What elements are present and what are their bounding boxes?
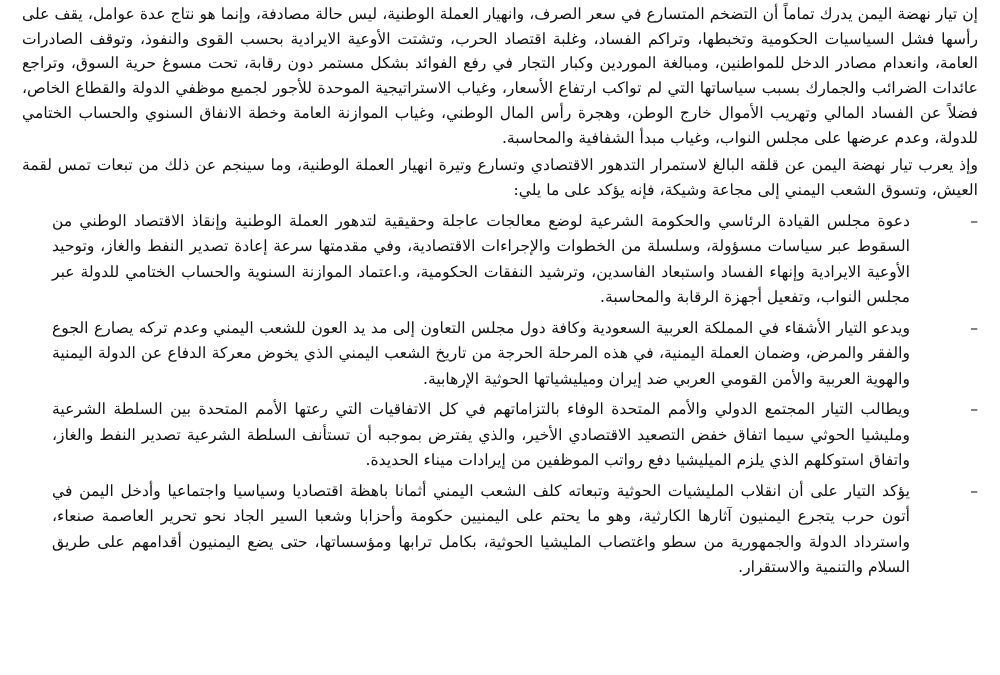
concern-paragraph: وإذ يعرب تيار نهضة اليمن عن قلقه البالغ لاستمرار التدهور الاقتصادي وتسارع وتيرة انهيار العملة الوطنية، وما سينجم عن ذلك من تبعات تمس لقمة العيش، وتسوق الشعب اليمني إلى مجاعة وشيكة، فإنه يؤكد على ما يلي: (22, 156, 978, 199)
list-item-text: ويطالب التيار المجتمع الدولي والأمم المتحدة الوفاء بالتزاماتهم في كل الاتفاقيات التي رعتها الأمم المتحدة بين السلطة الشرعية ومليشيا الحوثي سيما اتفاق خفض التصعيد الاقتصادي الأخير، والذي يفترض بموجبه أن تستأنف السلطة الشرعية تصدير النفط والغاز، واتفاق استوكلهم الذي يلزم الميليشيا دفع رواتب الموظفين من إيرادات ميناء الحديدة. (52, 400, 910, 470)
dash-bullet-icon: – (970, 400, 978, 419)
list-item-text: دعوة مجلس القيادة الرئاسي والحكومة الشرعية لوضع معالجات عاجلة وحقيقية لتدهور العملة الوطنية وإنقاذ الاقتصاد الوطني من السقوط عبر سياسات مسؤولة، وسلسلة من الخطوات والإجراءات الاقتصادية، وفي مقدمتها سرعة إعادة تصدير النفط والغاز، وتوحيد الأوعية الايرادية وإنهاء الفساد واستبعاد الفاسدين، وترشيد النفقات الحكومية، و.اعتماد الموازنة السنوية والحساب الختامي للدولة عبر مجلس النواب، وتفعيل أجهزة الرقابة والمحاسبة. (52, 211, 910, 307)
intro-paragraph: إن تيار نهضة اليمن يدرك تماماً أن التضخم المتسارع في سعر الصرف، وانهيار العملة الوطنية، ليس حالة مصادفة، وإنما هو نتاج عدة عوامل، يقف على رأسها فشل السياسيات الحكومية وتخبطها، وتراكم الفساد، وغلبة اقتصاد الحرب، وتشتت الأوعية الايرادية بحسب القوى والنفوذ، وتوقف الصادرات العامة، وانعدام مصادر الدخل للمواطنين، ومبالغة الموردين وكبار التجار في رفع الفوائد بشكل مستمر دون رقابة، تحت مسوغ حرية السوق، وتراجع عائدات الضرائب والجمارك بسبب سياساتها التي لم تواكب ارتفاع الأسعار، وغياب الاستراتيجية الموحدة للأجور لجميع موظفي الدولة والقطاع الخاص، فضلاً عن الفساد المالي وتهريب الأموال خارج الوطن، وهجرة رأس المال الوطني، وغياب الموازنة العامة وخطة الانفاق السنوي والحساب الختامي للدولة، وعدم عرضها على مجلس النواب، وغياب مبدأ الشفافية والمحاسبة. (22, 5, 978, 147)
list-item (22, 479, 978, 581)
list-item (22, 397, 978, 474)
list-item (22, 209, 978, 311)
demands-list (22, 209, 978, 581)
dash-bullet-icon: – (970, 318, 978, 337)
dash-bullet-icon: – (970, 211, 978, 230)
list-item (22, 316, 978, 393)
list-item-text: ويدعو التيار الأشقاء في المملكة العربية السعودية وكافة دول مجلس التعاون إلى مد يد العون للشعب اليمني وعدم تركه يصارع الجوع والفقر والمرض، وضمان العملة اليمنية، في هذه المرحلة الحرجة من تاريخ الشعب اليمني الذي يخوض معركة الدفاع عن الدولة اليمنية والهوية العربية والأمن القومي العربي ضد إيران وميليشياتها الحوثية الإرهابية. (52, 318, 910, 388)
list-item-text: يؤكد التيار على أن انقلاب المليشيات الحوثية وتبعاته كلف الشعب اليمني أثمانا باهظة اقتصاديا وسياسيا واجتماعيا وأدخل اليمن في أتون حرب يتجرع اليمنيون آثارها الكارثية، وهو ما يحتم على اليمنيين حكومة وأحزابا وشعبا السير الجاد نحو تحرير العاصمة صنعاء، واسترداد الدولة والجمهورية من سطو واغتصاب المليشيا الحوثية، بكامل ترابها ومؤسساتها، حتى يضع اليمنيون أقدامهم على طريق السلام والتنمية والاستقرار. (52, 481, 910, 577)
dash-bullet-icon: – (970, 481, 978, 500)
